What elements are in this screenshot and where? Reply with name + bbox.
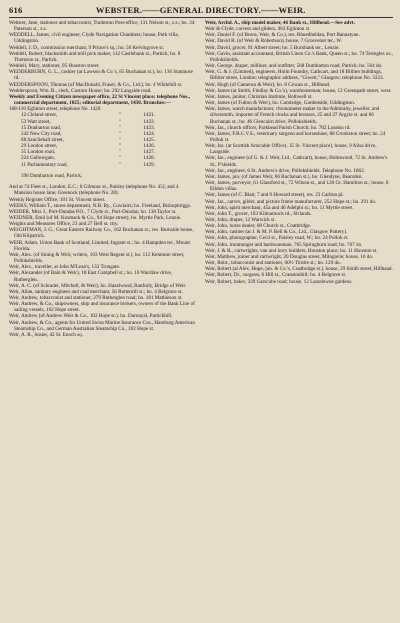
directory-entry: Weir, John, horse dealer, 68 Church st., Coatbridge. — [205, 223, 312, 230]
branch-telephone: 1422. — [143, 118, 155, 125]
ditto-mark: " — [118, 149, 122, 156]
branch-address: 29 London street, — [21, 143, 58, 150]
branch-telephone: 1429. — [143, 161, 155, 168]
ditto-mark: " — [118, 124, 122, 131]
directory-entry: Weir, A. C. (of Schrader, Mitchell, & Weir), ho. Hazelwood, Ranfurly, Bridge of Weir. — [9, 282, 187, 289]
directory-entry: WEIDER, Miss J., Port-Dundas P.O., 7 Clyde st., Port-Dundas; ho. 138 Taylor st. — [9, 208, 177, 215]
directory-entry: Weir, George, draper, milliner, and outfitter, 568 Dumbarton road, Partick; ho. 564 do. — [205, 63, 383, 70]
directory-entry: Wedderspoon, Wm. B., clerk, Custom House; ho. 292 Langside road. — [9, 87, 152, 94]
directory-entry: Weir, Gavin, assistant accountant, British Linen Co.'s Bank, Queen st.; ho. 74 Terregles av., Pollokshields. — [205, 50, 393, 63]
branch-telephone: 1421. — [143, 112, 155, 119]
directory-entry: Weddell, Mary, stationer, 95 Houston street. — [9, 63, 100, 70]
directory-entry: Weir, James, purveyor, 61 Glassford st., 72 Wilson st., and 120 Gt. Hamilton st.; house, 8 Eildon villas. — [205, 180, 389, 193]
ditto-mark: " — [118, 161, 122, 168]
branch-telephone: 1428. — [143, 155, 155, 162]
branch-telephone: 1427. — [143, 149, 155, 156]
branch-address-line: 398 Dumbarton road, Partick, — [21, 172, 83, 179]
directory-entry: Weir, James, watch manufacturer, chronometer maker to the Admiralty, jeweller, and silversmith, importer of French clocks and bronzes, 25 and 27 Argyle st. and 66 Buchanan st.; ho. 46 Glencairn drive, Pollokshields. — [205, 106, 380, 125]
directory-entry: Weir, Jas., carver, gilder, and picture frame manufacturer, 252 Hope st.; ho. 291 do. — [205, 198, 377, 205]
directory-entry: Weir, A. R., hosier, 42 St. Enoch sq. — [9, 331, 83, 338]
branch-address: 224 Gallowgate, — [21, 155, 55, 162]
directory-entry: Weir, James (at Smith, Findlay & Co.'s), warehouseman; house, 12 Greenpark street, west. — [205, 87, 392, 94]
left-column — [9, 20, 197, 618]
ditto-mark: " — [118, 118, 122, 125]
directory-entry: Weir, James, jun. (of James Weir, 66 Buchanan st.), ho. Glendyne, Bearsden. — [205, 173, 363, 180]
directory-entry: Weir, James, F.R.C.V.S., veterinary surgeon and horseshoer, 88 Crookston street; ho. 24 Pollok st. — [205, 130, 386, 143]
directory-entry: Weir, David R. (of Weir & Robertson), house, 7 Grosvenor ter., W. — [205, 38, 343, 45]
directory-entry: Weights and Measures Office, 23 and 27 Bell st. city. — [9, 221, 119, 228]
directory-entry: Weddell, J. D., commission merchant, 9 Prince's sq.; ho. 56 Kelvingrove st. — [9, 44, 165, 51]
running-title: WEBSTER.——GENERAL DIRECTORY.——WEIR. — [95, 5, 306, 15]
directory-entry: Weir, Alexander (of Bain & Weir), 18 East Campbell st.; ho. 10 Wardlaw drive, Rutherglen. — [9, 270, 173, 283]
branch-row — [9, 162, 197, 168]
directory-entry: Weir, James, janitor, Christian Institute, Bothwell st. — [205, 93, 313, 100]
directory-entry: Webster, Jane, stationer and tobacconist, Tradeston Post-office, 131 Nelson st., s.s.; ho. 34 Paterson st., s.s. — [9, 20, 195, 33]
directory-entry: Weir, Andrew, & Co., shipowners, ship and insurance brokers, owners of the Bank Line of sailing vessels, 102 Hope street. — [9, 301, 195, 314]
directory-entry: Weir, Andrew, tobacconist and stationer, 279 Rutherglen road; ho. 181 Mathieson st. — [9, 295, 183, 301]
directory-entry: And at 74 Fleet st., London, E.C.; 8 Gilmour st., Paisley (telephone No. 45); and 4 Mansion house lane, Greenock (telephone No. 28). — [9, 184, 179, 197]
directory-entry: WEDDERSPOON, Thomas (of MacDonald, Fraser, & Co., Ltd.), ho. 4 Whitehill st. — [9, 81, 183, 88]
directory-entry: WEEKS, William T., stores department, N.B. Ry., Cowlairs; ho. Freeland, Bishopbriggs. — [9, 202, 192, 209]
directory-entry: WEIGHTMAN, J. G., Great Eastern Railway Co., 162 Buchanan st.; res. Burnside house, Old Kilpatrick. — [9, 227, 194, 240]
directory-entry: Weekly and Evening Citizen newspaper office, 22 St Vincent place; telephone Nos., commercial department, 1025; editorial department, 1430. Branches:— — [9, 93, 190, 107]
directory-entry: Weir, Andrew, & Co., agents for United Swiss Marine Insurance Cos., Hamburg American Steamship Co., and German Australian Steamship Co., 102 Hope st. — [9, 319, 195, 332]
directory-entry: WEDDERBURN, G. L., cashier (at Lawson & Co.'s, 85 Buchanan st.), ho. 136 Stanmore rd. — [9, 69, 193, 82]
directory-entry: Weir, John T., grocer, 193 Kilmarnock rd., Sh'lands. — [205, 210, 312, 217]
directory-entry: Weir, John, spirit merchant, 45a and 46 Adelphi st.; ho. 11 Myrtle street. — [205, 204, 354, 211]
directory-entry: Weir, Robert, baker, 339 Garscube road; house, 12 Lansdowne gardens. — [205, 278, 353, 285]
directory-entry: Weir, James (of C. Blair, 7 and 9 Howard street), res. 23 Carlton pl. — [205, 192, 344, 199]
directory-entry: Weir, Alex. (of Strang & Weir, writers, 103 West Regent st.), ho. 112 Kenmure street, Pollokshields. — [9, 251, 185, 265]
branch-address: 35 London road, — [21, 149, 56, 156]
directory-entry: Weir, Jas. (at Scottish Amicable Office), 35 St. Vincent place), house, 9 Ailsa drive, Langside. — [205, 143, 377, 156]
branch-address: 12 Cleland street, — [21, 112, 58, 119]
page-number: 616 — [9, 5, 23, 15]
directory-entry: Weir, Jas., engineer (of G. & J. Weir, Ltd., Cathcart), house, Holmwood, 72 St. Andrew's dr., P'shields. — [205, 155, 388, 168]
directory-entry: 168-110 Eglinton street, telephone No. 1420. — [9, 106, 102, 113]
directory-entry: Weir, Matthew, joiner and cartwright, 20 Douglas street, Milngavie; house, 16 do. — [205, 253, 374, 260]
directory-entry: WEDDELL, James, civil engineer, Clyde Navigation Chambers; house, Park villa, Uddingston. — [9, 32, 179, 45]
branch-address: 242 New City road, — [21, 130, 62, 137]
directory-entry: WEIR, Adam, Union Bank of Scotland, Limited, Ingram st.; ho. 4 Hampden ter., Mount Florida. — [9, 239, 190, 252]
branch-address: 11 Parliamentary road, — [21, 161, 68, 168]
directory-entry: Weir, John, draper, 12 Warwick st. — [205, 217, 276, 223]
directory-entry: Weir, Alex., traveller, at John M'Lean's, 133 Trongate. — [9, 264, 121, 271]
branch-telephone: 1425. — [143, 136, 155, 143]
directory-entry: Weir, Robt., tobacconist and stationer, 60½ Thistle st.; ho. 129 do. — [205, 260, 341, 267]
ditto-mark: " — [118, 136, 122, 143]
directory-entry: Weir, Allan, sanitary engineer and coal merchant, 56 Rottenrill st.; ho. 4 Belgrave st. — [9, 288, 183, 295]
directory-entry: Weir, Archd. A., ship model maker, 46 Bank st., Hillhead.—See advt. — [205, 20, 355, 26]
directory-entry: Weir, John, photographer, Cecil st., Paisley road, W.; ho. 24 Pollok st. — [205, 235, 349, 242]
right-column — [205, 20, 393, 618]
directory-entry: Weir & Clyde, carvers and gilders, 463 Eglinton st. — [205, 26, 311, 33]
page-header — [9, 5, 393, 16]
directory-entry: Weir, Robert, Dr., surgeon, 6 Hill st., Cranstonhill; ho. 4 Belgrave st. — [205, 272, 347, 279]
directory-entry: Weir, Jas., engineer, 6 St. Andrew's drive, Pollokshields. Telephone No. 1862. — [205, 167, 365, 174]
directory-entry: Weir, Robert (at Alex. Hope, jun. & Co.'s, Coatbridge st.), house, 29 Smith street, Hillhead. — [205, 266, 393, 273]
directory-entry: Weddell, Robert, blacksmith and mill pick maker, 112 Castlebank st., Partick; ho. 8 Thomson st., Partick. — [9, 50, 181, 63]
ditto-mark: " — [118, 112, 122, 119]
directory-entry: Weir, Jas., church officer, Parkhead Parish Church; ho. 782 London rd. — [205, 124, 351, 131]
directory-entry: WEIDNER, Emil (of M. Kosmack & Co., 94 Hope street), ho. Myrtle Park, Lenzie. — [9, 214, 182, 221]
branch-telephone: 1426. — [143, 143, 155, 150]
branch-address: 15 Dunbarton road, — [21, 124, 62, 131]
directory-entry: Weir, James (of Fulton & Weir), ho. Cumledge, Gardenside, Uddingston. — [205, 100, 356, 107]
directory-entry: Weir, J. & R., cartwrights, van and lorry builders, Houston place; ho. 11 Houston st. — [205, 247, 378, 254]
directory-entry: Weir, Daniel F. (of Burns, Weir, & Co.), res. Rhuedheldan, Port Bannatyne. — [205, 32, 360, 39]
directory-entry: Weir, Andrew (of Andrew Weir & Co., 102 Hope st.), ho. Dunrayal, Partickhill. — [9, 313, 173, 320]
directory-entry: Weir, John, ironmonger and hardwareman, 765 Springburn road; ho. 767 do. — [205, 241, 363, 248]
branch-address: 53 Watt street, — [21, 118, 51, 125]
columns — [9, 20, 393, 618]
directory-entry: Weir, John, cashier (at J. & M. P. Bell & Co., Ltd., Glasgow Pottery). — [205, 229, 348, 236]
directory-entry: Weir, David, grocer, 91 Albert street; ho. 5 Burnbank ter., Lenzie. — [205, 44, 340, 51]
branch-address: 88 Saucliehall street, — [21, 136, 64, 143]
ditto-mark: " — [118, 155, 122, 162]
branch-telephone: 1423. — [143, 124, 155, 131]
ditto-mark: " — [118, 130, 122, 137]
directory-entry: Weir, Hugh (of Cameron & Weir), ho. 8 Cowan st., Hillhead. — [205, 81, 331, 88]
directory-entry: Weir, G. & J. (Limited), engineers, Holm Foundry, Cathcart, and 18 Billiter buildings, Billiter street, London; telegraphic address, "Giweir," Glasgow; telephone No. 3223. — [205, 69, 384, 82]
branch-telephone: 1424. — [143, 130, 155, 137]
directory-entry: Weekly Register Office, 101 St. Vincent street. — [9, 196, 106, 203]
ditto-mark: " — [118, 143, 122, 150]
header-rule — [9, 17, 393, 18]
